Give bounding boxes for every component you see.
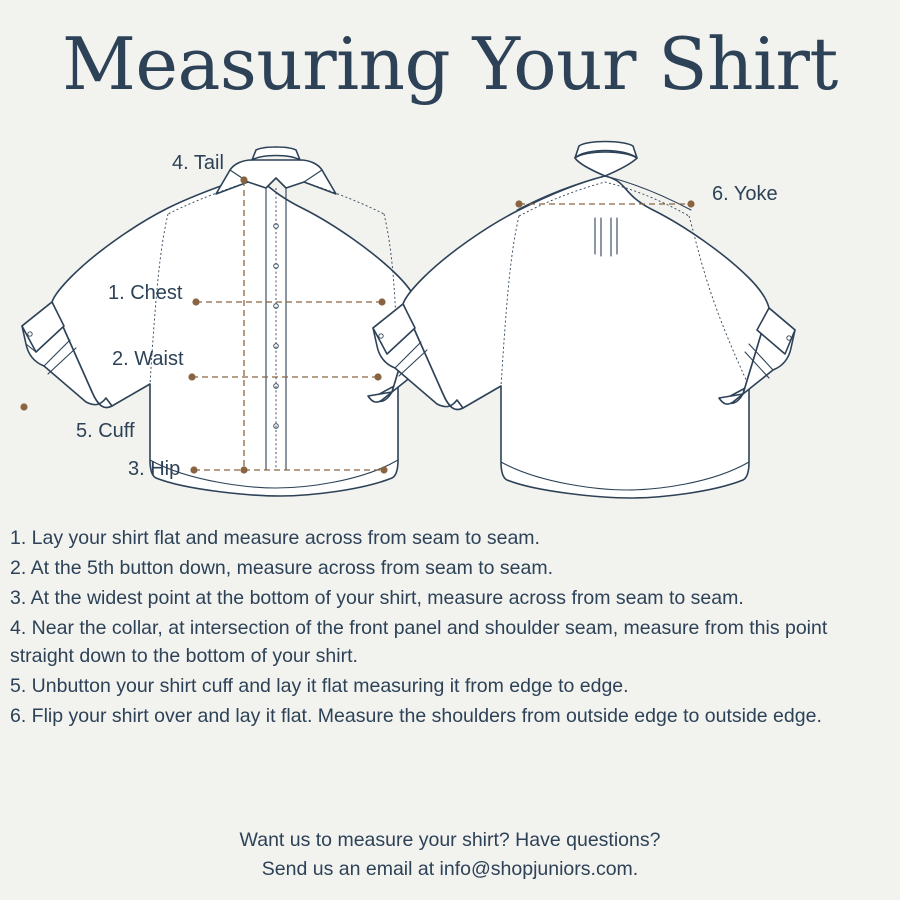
instruction-item: 4. Near the collar, at intersection of the front panel and shoulder seam, measure from this point straight down to the bottom of your shirt.: [10, 616, 828, 668]
callout-cuff: 5. Cuff: [76, 420, 135, 442]
measure-dot-tail-top: [240, 176, 247, 183]
instruction-item: 1. Lay your shirt flat and measure across from seam to seam.: [10, 527, 540, 549]
callout-waist: 2. Waist: [112, 348, 184, 370]
footer-email-line: Send us an email at info@shopjuniors.com.: [261, 858, 639, 881]
instruction-item: 6. Flip your shirt over and lay it flat. Measure the shoulders from outside edge to outside edge.: [10, 705, 822, 728]
instructions-list: [10, 524, 890, 732]
instruction-item: 3. At the widest point at the bottom of your shirt, measure across from seam to seam.: [10, 586, 744, 609]
callout-hip: 3. Hip: [128, 458, 181, 480]
callout-tail: 4. Tail: [172, 152, 224, 174]
page-title: Measuring Your Shirt: [62, 22, 838, 106]
instruction-item: 5. Unbutton your shirt cuff and lay it flat measuring it from edge to edge.: [10, 675, 629, 698]
callout-yoke: 6. Yoke: [712, 183, 778, 205]
footer: [0, 826, 900, 885]
footer-question: Want us to measure your shirt? Have questions?: [239, 829, 661, 851]
callout-chest: 1. Chest: [108, 282, 183, 304]
shirt-measurement-diagram: [0, 130, 900, 520]
measure-dot-cuff: [20, 403, 27, 410]
instruction-item: 2. At the 5th button down, measure across from seam to seam.: [10, 556, 554, 579]
